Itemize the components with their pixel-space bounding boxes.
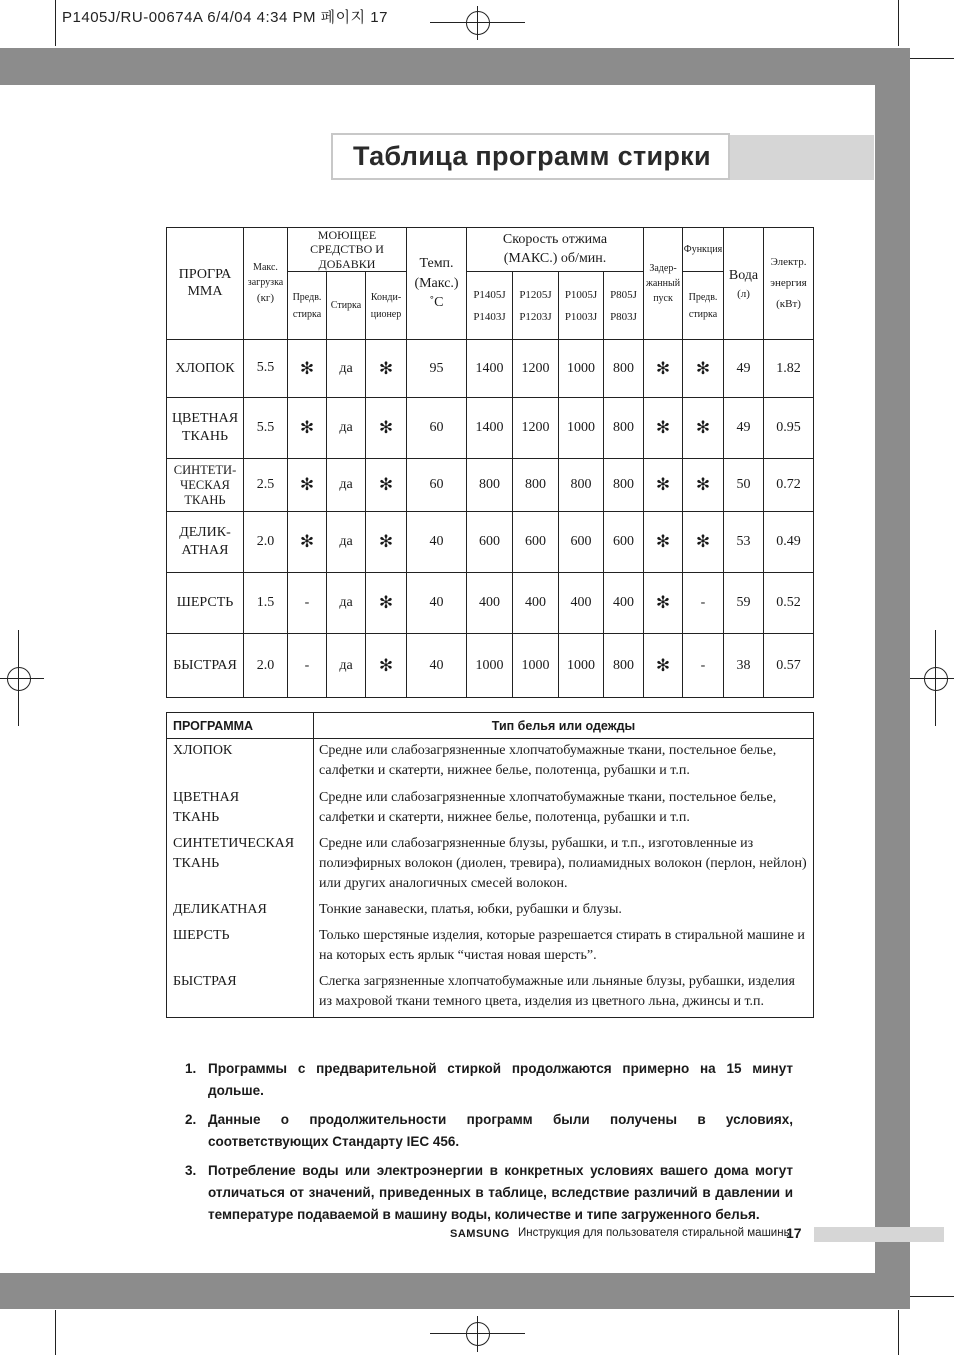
header-model-3: P1005J P1003J (559, 272, 604, 340)
note-number: 2. (185, 1112, 197, 1127)
header-temp: Темп. (Макс.) ˚C (407, 228, 467, 340)
prewash: ✻ (288, 459, 327, 512)
table-row (167, 340, 814, 398)
brand-logo: SAMSUNG (450, 1228, 510, 1240)
prewash: ✻ (288, 340, 327, 398)
header-prewash: Предв. стирка (288, 272, 327, 340)
header-model-1: P1405J P1403J (467, 272, 513, 340)
delay-start: ✻ (644, 398, 683, 459)
temperature: 60 (407, 398, 467, 459)
table-row (167, 459, 814, 512)
energy: 1.82 (764, 340, 814, 398)
note-text: Данные о продолжительности программ были получены в условиях, соответствующих Стандарту IEC 456. (208, 1112, 793, 1149)
water: 38 (724, 634, 764, 698)
header-spin: Скорость отжима (МАКС.) об/мин. (467, 228, 644, 272)
delay-start: ✻ (644, 634, 683, 698)
fabric-type-table (166, 712, 814, 1018)
spin-3: 1000 (559, 340, 604, 398)
list-item (167, 739, 814, 788)
spin-1: 600 (467, 512, 513, 573)
water: 49 (724, 340, 764, 398)
header-detergent: МОЮЩЕЕ СРЕДСТВО И ДОБАВКИ (288, 228, 407, 272)
program-description: Средне или слабозагрязненные блузы, рубашки, и т.п., изготовленные из полиэфирных волокон (диолен, тревира), полиамидных волокон (перлон, нейлон) или других аналогичных смесей волокон. (314, 833, 814, 899)
grey-frame-right (875, 85, 910, 1280)
header-energy: Электр. энергия (кВт) (764, 228, 814, 340)
spin-4: 800 (604, 398, 644, 459)
temperature: 40 (407, 512, 467, 573)
spin-4: 600 (604, 512, 644, 573)
prewash: - (288, 573, 327, 634)
program-name: БЫСТРАЯ (167, 971, 314, 1018)
spin-2: 1200 (513, 340, 559, 398)
table-row (167, 512, 814, 573)
page-title: Таблица программ стирки (353, 141, 711, 171)
conditioner: ✻ (366, 634, 407, 698)
max-load: 2.0 (244, 634, 288, 698)
temperature: 95 (407, 340, 467, 398)
header-model-4: P805J P803J (604, 272, 644, 340)
note-number: 3. (185, 1163, 197, 1178)
header-max-load: Макс. загрузка (кг) (244, 228, 288, 340)
list-item (167, 971, 814, 1018)
printer-slug: P1405J/RU-00674A 6/4/04 4:34 PM 페이지 17 (62, 9, 388, 26)
header-fabric-type: Тип белья или одежды (314, 713, 814, 739)
spin-4: 400 (604, 573, 644, 634)
program-description: Тонкие занавески, платья, юбки, рубашки и блузы. (314, 899, 814, 925)
spin-3: 600 (559, 512, 604, 573)
energy: 0.52 (764, 573, 814, 634)
program-description: Средне или слабозагрязненные хлопчатобумажные ткани, постельное белье, салфетки и скатерти, нижнее белье, полотенца, рубашки и т.п. (314, 787, 814, 833)
list-item (167, 833, 814, 899)
prewash: ✻ (288, 398, 327, 459)
program-name: ДЕЛИКАТНАЯ (167, 899, 314, 925)
delay-start: ✻ (644, 340, 683, 398)
table-row (167, 398, 814, 459)
page-number: 17 (786, 1225, 802, 1241)
notes-list (185, 1058, 793, 1233)
max-load: 1.5 (244, 573, 288, 634)
header-conditioner: Конди- ционер (366, 272, 407, 340)
spin-4: 800 (604, 459, 644, 512)
water: 49 (724, 398, 764, 459)
wash: да (327, 459, 366, 512)
spin-2: 800 (513, 459, 559, 512)
program-name: СИНТЕТИ- ЧЕСКАЯ ТКАНЬ (167, 459, 244, 512)
program-description: Только шерстяные изделия, которые разрешается стирать в стиральной машине и на которых есть ярлык “чистая новая шерсть”. (314, 925, 814, 971)
program-name: ЦВЕТНАЯ ТКАНЬ (167, 398, 244, 459)
program-name: ХЛОПОК (167, 739, 314, 788)
function-prewash: - (683, 573, 724, 634)
header-delay: Задер- жанный пуск (644, 228, 683, 340)
note-text: Программы с предварительной стиркой продолжаются примерно на 15 минут дольше. (208, 1061, 793, 1098)
max-load: 5.5 (244, 340, 288, 398)
wash: да (327, 634, 366, 698)
function-prewash: ✻ (683, 340, 724, 398)
header-program: ПРОГРА ММА (167, 228, 244, 340)
note-item (185, 1160, 793, 1226)
energy: 0.95 (764, 398, 814, 459)
conditioner: ✻ (366, 512, 407, 573)
spin-1: 400 (467, 573, 513, 634)
function-prewash: ✻ (683, 512, 724, 573)
temperature: 40 (407, 573, 467, 634)
header-wash: Стирка (327, 272, 366, 340)
note-text: Потребление воды или электроэнергии в конкретных условиях вашего дома могут отличаться от значений, приведенных в таблице, вследствие различий в давлении и температуре подаваемой в машину воды, количестве и типе загруженного белья. (208, 1163, 793, 1222)
note-item (185, 1058, 793, 1102)
program-name: ХЛОПОК (167, 340, 244, 398)
max-load: 5.5 (244, 398, 288, 459)
spin-1: 1400 (467, 340, 513, 398)
delay-start: ✻ (644, 573, 683, 634)
header-program: ПРОГРАММА (167, 713, 314, 739)
table-row (167, 634, 814, 698)
function-prewash: ✻ (683, 459, 724, 512)
note-item (185, 1109, 793, 1153)
header-model-2: P1205J P1203J (513, 272, 559, 340)
spin-1: 800 (467, 459, 513, 512)
water: 50 (724, 459, 764, 512)
wash: да (327, 398, 366, 459)
title-band (730, 135, 874, 180)
footer-text: Инструкция для пользователя стиральной машины (518, 1227, 792, 1239)
list-item (167, 787, 814, 833)
header-function: Функция (683, 228, 724, 272)
program-name: ШЕРСТЬ (167, 573, 244, 634)
conditioner: ✻ (366, 573, 407, 634)
wash: да (327, 512, 366, 573)
delay-start: ✻ (644, 512, 683, 573)
wash: да (327, 340, 366, 398)
program-description: Слегка загрязненные хлопчатобумажные или льняные блузы, рубашки, изделия из махровой ткани темного цвета, изделия из цветного льна, джинсы и т.п. (314, 971, 814, 1018)
water: 53 (724, 512, 764, 573)
spin-4: 800 (604, 340, 644, 398)
function-prewash: ✻ (683, 398, 724, 459)
conditioner: ✻ (366, 340, 407, 398)
program-name: БЫСТРАЯ (167, 634, 244, 698)
spin-2: 400 (513, 573, 559, 634)
footer-bar (814, 1227, 944, 1242)
header-function-prewash: Предв. стирка (683, 272, 724, 340)
program-table (166, 227, 814, 698)
program-description: Средне или слабозагрязненные хлопчатобумажные ткани, постельное белье, салфетки и скатерти, нижнее белье, полотенца, рубашки и т.п. (314, 739, 814, 788)
max-load: 2.5 (244, 459, 288, 512)
prewash: - (288, 634, 327, 698)
program-name: ШЕРСТЬ (167, 925, 314, 971)
list-item (167, 899, 814, 925)
water: 59 (724, 573, 764, 634)
grey-frame-bottom (0, 1273, 910, 1309)
spin-2: 600 (513, 512, 559, 573)
table-row (167, 573, 814, 634)
spin-3: 800 (559, 459, 604, 512)
program-name: ДЕЛИК- АТНАЯ (167, 512, 244, 573)
energy: 0.57 (764, 634, 814, 698)
spin-3: 1000 (559, 634, 604, 698)
prewash: ✻ (288, 512, 327, 573)
energy: 0.72 (764, 459, 814, 512)
grey-frame-top (0, 48, 910, 85)
max-load: 2.0 (244, 512, 288, 573)
program-name: СИНТЕТИЧЕСКАЯ ТКАНЬ (167, 833, 314, 899)
note-number: 1. (185, 1061, 197, 1076)
temperature: 60 (407, 459, 467, 512)
energy: 0.49 (764, 512, 814, 573)
function-prewash: - (683, 634, 724, 698)
spin-2: 1000 (513, 634, 559, 698)
temperature: 40 (407, 634, 467, 698)
spin-1: 1400 (467, 398, 513, 459)
wash: да (327, 573, 366, 634)
spin-4: 800 (604, 634, 644, 698)
conditioner: ✻ (366, 398, 407, 459)
spin-3: 1000 (559, 398, 604, 459)
header-water: Вода (л) (724, 228, 764, 340)
spin-2: 1200 (513, 398, 559, 459)
spin-1: 1000 (467, 634, 513, 698)
spin-3: 400 (559, 573, 604, 634)
delay-start: ✻ (644, 459, 683, 512)
program-name: ЦВЕТНАЯ ТКАНЬ (167, 787, 314, 833)
list-item (167, 925, 814, 971)
conditioner: ✻ (366, 459, 407, 512)
